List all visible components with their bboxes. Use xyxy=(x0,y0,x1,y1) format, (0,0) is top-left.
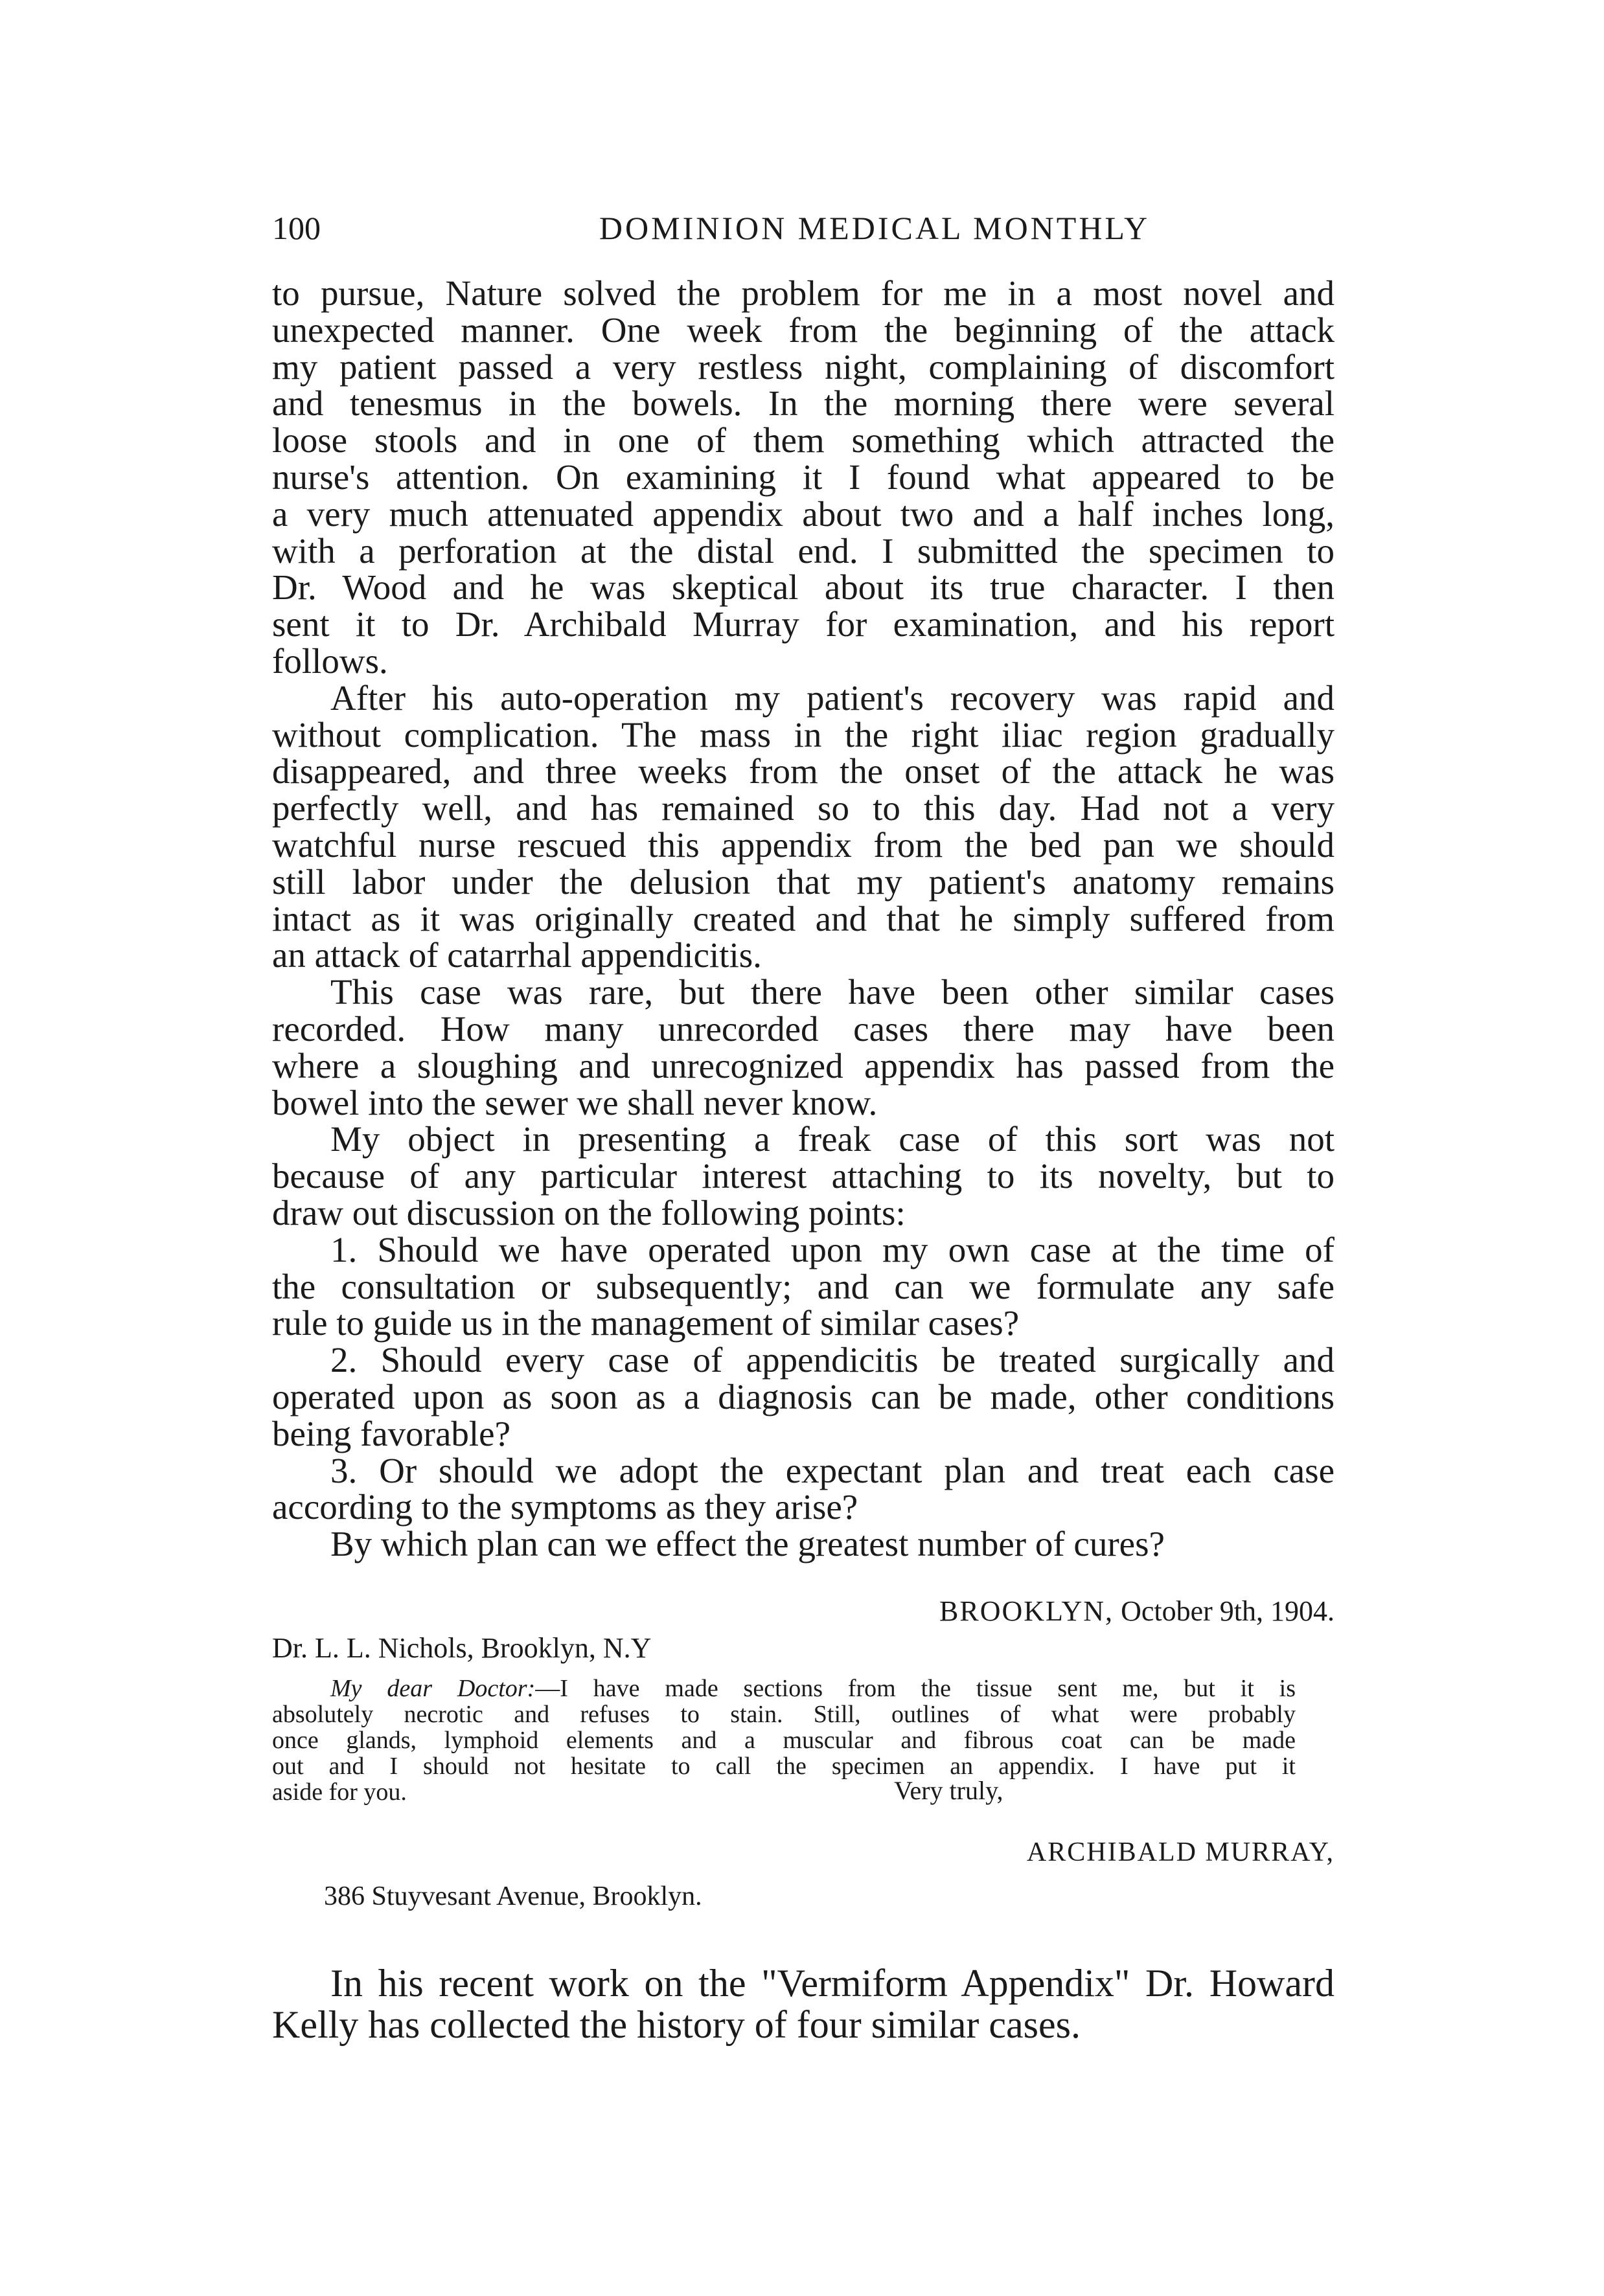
text-line: a very much attenuated appendix about two and a half inches long, xyxy=(272,494,1335,534)
text-line: the consultation or subsequently; and can we formulate any safe xyxy=(272,1266,1335,1306)
text-line: follows. xyxy=(272,641,388,681)
letter-closing: Very truly, xyxy=(894,1776,1003,1805)
text-line: After his auto-operation my patient's recovery was rapid and xyxy=(330,677,1335,718)
text-line: where a sloughing and unrecognized appendix has passed from the xyxy=(272,1045,1335,1085)
text-line: draw out discussion on the following points: xyxy=(272,1192,906,1233)
running-title: DOMINION MEDICAL MONTHLY xyxy=(599,210,1151,246)
letter-dateline xyxy=(868,1593,1335,1630)
text-line: This case was rare, but there have been other similar cases xyxy=(330,972,1335,1012)
text-line: being favorable? xyxy=(272,1413,511,1453)
letter-address: 386 Stuyvesant Avenue, Brooklyn. xyxy=(324,1881,702,1911)
letter-place: BROOKLYN, xyxy=(939,1595,1114,1627)
text-line: to pursue, Nature solved the problem for me in a most novel and xyxy=(272,273,1335,313)
letter-date: October 9th, 1904. xyxy=(1121,1595,1335,1627)
text-line: bowel into the sewer we shall never know. xyxy=(272,1082,878,1122)
text-line: without complication. The mass in the right iliac region gradually xyxy=(272,714,1335,755)
text-line: and tenesmus in the bowels. In the morning there were several xyxy=(272,383,1335,424)
letter-line xyxy=(272,1676,1296,1701)
text-line: By which plan can we effect the greatest number of cures? xyxy=(330,1524,1165,1564)
closing-paragraph xyxy=(272,1962,1335,2045)
letter-salutation: My dear Doctor: xyxy=(330,1675,536,1702)
text-line: 1. Should we have operated upon my own case at the time of xyxy=(330,1229,1335,1269)
text-line: perfectly well, and has remained so to this day. Had not a very xyxy=(272,788,1335,828)
text-line: my patient passed a very restless night, complaining of discomfort xyxy=(272,347,1335,387)
text-line: In his recent work on the "Vermiform Appendix" Dr. Howard xyxy=(330,1962,1335,2005)
letter-body xyxy=(272,1676,1296,1805)
text-line: disappeared, and three weeks from the onset of the attack he was xyxy=(272,751,1335,791)
letter-line: absolutely necrotic and refuses to stain. Still, outlines of what were probably xyxy=(272,1701,1296,1728)
page-header xyxy=(272,209,1335,260)
text-line: with a perforation at the distal end. I submitted the specimen to xyxy=(272,530,1335,571)
letter-signature: ARCHIBALD MURRAY, xyxy=(1026,1837,1335,1867)
text-line: Dr. Wood and he was skeptical about its true character. I then xyxy=(272,567,1335,608)
letter-line: out and I should not hesitate to call the specimen an appendix. I have put it xyxy=(272,1753,1296,1780)
text-line: My object in presenting a freak case of this sort was not xyxy=(330,1119,1335,1159)
text-line: intact as it was originally created and that he simply suffered from xyxy=(272,898,1335,938)
text-line: watchful nurse rescued this appendix from the bed pan we should xyxy=(272,824,1335,865)
text-line: because of any particular interest attaching to its novelty, but to xyxy=(272,1156,1335,1196)
text-line: unexpected manner. One week from the beginning of the attack xyxy=(272,310,1335,350)
letter-addressee: Dr. L. L. Nichols, Brooklyn, N.Y xyxy=(272,1632,652,1664)
letter-line: aside for you. xyxy=(272,1779,407,1806)
text-line: Kelly has collected the history of four similar cases. xyxy=(272,2003,1081,2046)
text-line: 3. Or should we adopt the expectant plan and treat each case xyxy=(330,1450,1335,1490)
text-line: rule to guide us in the management of similar cases? xyxy=(272,1303,1020,1343)
page-number: 100 xyxy=(272,210,321,246)
text-line: nurse's attention. On examining it I found what appeared to be xyxy=(272,457,1335,497)
text-line: recorded. How many unrecorded cases there may have been xyxy=(272,1008,1335,1049)
letter-line: once glands, lymphoid elements and a muscular and fibrous coat can be made xyxy=(272,1727,1296,1754)
text-line: according to the symptoms as they arise? xyxy=(272,1487,858,1527)
text-line: sent it to Dr. Archibald Murray for examination, and his report xyxy=(272,604,1335,644)
body-text xyxy=(272,275,1335,1563)
text-line: loose stools and in one of them something which attracted the xyxy=(272,420,1335,460)
text-line: still labor under the delusion that my patient's anatomy remains xyxy=(272,861,1335,902)
text-line: operated upon as soon as a diagnosis can be made, other conditions xyxy=(272,1376,1335,1416)
text-line: 2. Should every case of appendicitis be treated surgically and xyxy=(330,1340,1335,1380)
letter-line-text: —I have made sections from the tissue sent me, but it is xyxy=(535,1675,1296,1702)
text-line: an attack of catarrhal appendicitis. xyxy=(272,935,762,975)
